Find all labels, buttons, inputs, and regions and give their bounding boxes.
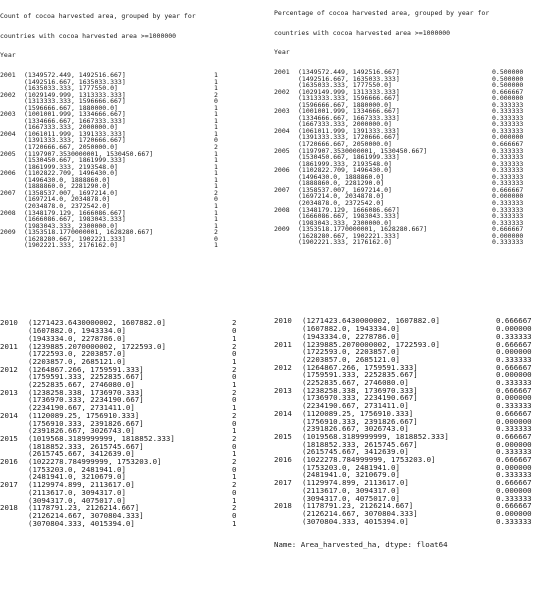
interval-label: (1061011.999, 1391333.333] [298,126,400,135]
interval-label: (1722593.0, 2203857.0] [28,349,126,359]
interval-label: (1628280.667, 1902221.333] [298,231,400,240]
value-cell: 2 [232,457,237,467]
value-cell: 0.333333 [492,146,524,155]
value-cell: 1 [214,149,218,158]
value-cell: 0 [232,372,237,382]
value-cell: 2 [232,503,237,513]
value-cell: 0.333333 [492,179,524,188]
value-cell: 1 [214,84,218,93]
interval-label: (1530450.667, 1861999.333] [24,156,126,165]
value-cell: 0.666667 [492,225,524,234]
interval-label: (1197907.3530000001, 1530450.667] [298,146,428,155]
interval-label: (2234190.667, 2731411.0] [28,403,135,413]
year-label: 2002 [274,87,290,96]
value-cell: 1 [214,123,218,132]
value-cell: 0.500000 [492,81,524,90]
series-rows [0,319,266,527]
value-cell: 0.333333 [492,198,524,207]
year-label [0,350,28,358]
series-rows [274,69,540,246]
interval-label: (3094317.0, 4075017.0] [302,493,400,503]
value-cell: 2 [232,387,237,397]
year-label: 2013 [274,385,292,395]
value-cell: 1 [214,169,218,178]
interval-label: (2234190.667, 2731411.0] [302,401,409,411]
interval-label: (1022278.784999999, 1753203.0] [28,457,162,467]
year-label [0,489,28,497]
value-cell: 0.333333 [492,205,524,214]
value-cell: 0.666667 [496,408,532,418]
interval-label: (1628280.667, 1902221.333] [24,234,126,243]
interval-label: (1129974.899, 2113617.0] [302,478,409,488]
interval-label: (1902221.333, 2176162.0] [298,238,392,247]
value-cell: 0.333333 [492,153,524,162]
value-cell: 2 [214,143,218,152]
value-cell: 1 [214,215,218,224]
count-output-top [0,0,264,300]
value-cell: 0 [214,97,218,106]
interval-label: (1736970.333, 2234190.667] [302,393,418,403]
year-label: 2009 [0,228,16,237]
value-cell: 1 [214,162,218,171]
value-cell: 0.000000 [496,439,532,449]
interval-label: (1313333.333, 1596666.667] [298,94,400,103]
value-cell: 0 [214,136,218,145]
interval-label: (1596666.667, 1880000.0] [24,103,118,112]
value-cell: 0.000000 [496,370,532,380]
interval-label: (1029149.999, 1313333.333] [24,90,126,99]
value-cell: 0.000000 [496,485,532,495]
year-label: 2017 [0,480,18,490]
year-label: 2001 [0,71,16,80]
value-cell: 0.333333 [492,126,524,135]
interval-label: (1736970.333, 2234190.667] [28,395,144,405]
value-cell: 1 [214,77,218,86]
year-label [0,466,28,474]
year-label [274,510,302,518]
value-cell: 2 [214,90,218,99]
interval-label: (2203857.0, 2685121.0] [302,354,400,364]
year-label: 2001 [274,68,290,77]
interval-label: (1271423.6430000002, 1607882.0] [28,318,166,328]
value-cell: 0 [214,234,218,243]
interval-label: (2203857.0, 2685121.0] [28,356,126,366]
interval-label: (1492516.667, 1635033.333] [24,77,126,86]
interval-label: (2391826.667, 3026743.0] [28,426,135,436]
interval-label: (2113617.0, 3094317.0] [302,485,400,495]
year-label [274,394,302,402]
interval-label: (1120089.25, 1756910.333] [302,408,414,418]
interval-label: (1596666.667, 1880000.0] [298,100,392,109]
year-label [274,418,302,426]
value-cell: 1 [214,208,218,217]
value-cell: 0.500000 [492,68,524,77]
value-cell: 0.333333 [492,172,524,181]
year-label: 2008 [0,208,16,217]
output-title-line: countries with cocoa harvested area >=1000000 [0,31,177,40]
year-label: 2005 [0,149,16,158]
value-cell: 0.666667 [496,362,532,372]
year-label: 2016 [274,455,292,465]
interval-label: (1861999.333, 2193548.0] [298,159,392,168]
output-title-line: Count of cocoa harvested area, grouped by year for [0,12,196,21]
value-cell: 0.333333 [492,100,524,109]
interval-label: (2481941.0, 3210679.0] [28,472,126,482]
interval-label: (1239885.2070000002, 1722593.0] [302,339,440,349]
interval-label: (2481941.0, 3210679.0] [302,470,400,480]
interval-label: (1753203.0, 2481941.0] [28,464,126,474]
interval-label: (1492516.667, 1635033.333] [298,74,400,83]
series-rows [274,317,540,525]
value-cell: 0.666667 [496,385,532,395]
interval-label: (1943334.0, 2278786.0] [28,333,126,343]
value-cell: 1 [214,103,218,112]
interval-label: (1022278.784999999, 1753203.0] [302,455,436,465]
value-cell: 1 [214,241,218,250]
interval-label: (1238258.338, 1736970.333] [28,387,144,397]
interval-label: (1667333.333, 2000000.0] [298,120,392,129]
interval-label: (3070804.333, 4015394.0] [28,518,135,528]
value-cell: 0.333333 [496,424,532,434]
value-cell: 0.333333 [492,113,524,122]
interval-label: (1635033.333, 1777550.0] [298,81,392,90]
value-cell: 1 [214,175,218,184]
year-label: 2016 [0,457,18,467]
interval-label: (1019568.3189999999, 1818852.333] [302,431,449,441]
interval-label: (1983043.333, 2300000.0] [24,221,118,230]
interval-label: (2034878.0, 2372542.0] [24,201,111,210]
interval-label: (2113617.0, 3094317.0] [28,487,126,497]
value-cell: 0.000000 [496,324,532,334]
interval-label: (1666086.667, 1983043.333] [24,215,126,224]
value-cell: 1 [214,116,218,125]
interval-label: (1353518.1770000001, 1628280.667] [298,225,428,234]
percentage-output-top [274,0,540,300]
year-label: 2003 [274,107,290,116]
series-rows [0,72,264,249]
interval-label: (1888860.0, 2281290.0] [24,182,111,191]
value-cell: 0 [232,395,237,405]
value-cell: 0 [232,487,237,497]
value-cell: 0 [232,418,237,428]
interval-label: (1334666.667, 1667333.333] [298,113,400,122]
interval-label: (1271423.6430000002, 1607882.0] [302,316,440,326]
interval-label: (2615745.667, 3412639.0] [302,447,409,457]
year-label [0,520,28,528]
output-title-line: countries with cocoa harvested area >=1000000 [274,28,451,37]
interval-label: (1697214.0, 2034878.0] [24,195,111,204]
year-label: 2002 [0,90,16,99]
interval-label: (1756910.333, 2391826.667] [28,418,144,428]
interval-label: (1348179.129, 1666086.667] [24,208,126,217]
year-label [0,373,28,381]
year-label: 2004 [274,126,290,135]
interval-label: (1818852.333, 2615745.667] [302,439,418,449]
value-cell: 0.333333 [496,470,532,480]
interval-label: (1264867.266, 1759591.333] [302,362,418,372]
value-cell: 0.333333 [492,218,524,227]
year-label: 2018 [274,501,292,511]
interval-label: (1720666.667, 2050000.0] [24,143,118,152]
value-cell: 1 [214,182,218,191]
interval-label: (1607882.0, 1943334.0] [28,326,126,336]
value-cell: 1 [232,403,237,413]
interval-label: (2126214.667, 3070804.333] [28,510,144,520]
interval-label: (1238258.338, 1736970.333] [302,385,418,395]
interval-label: (1607882.0, 1943334.0] [302,324,400,334]
value-cell: 0.666667 [492,87,524,96]
index-label: Year [0,51,16,60]
interval-label: (1759591.333, 2252835.667] [302,370,418,380]
interval-label: (1722593.0, 2203857.0] [302,347,400,357]
value-cell: 0 [232,464,237,474]
interval-label: (1530450.667, 1861999.333] [298,153,400,162]
series-footer: Name: Area_harvested_ha, dtype: float64 [274,539,448,549]
interval-label: (1001001.999, 1334666.667] [298,107,400,116]
value-cell: 1 [232,426,237,436]
year-label: 2006 [274,166,290,175]
year-label: 2007 [274,185,290,194]
interval-label: (1019568.3189999999, 1818852.333] [28,433,175,443]
value-cell: 0.333333 [492,166,524,175]
year-label [274,518,302,526]
interval-label: (1720666.667, 2050000.0] [298,140,392,149]
value-cell: 0.666667 [496,455,532,465]
value-cell: 1 [232,495,237,505]
interval-label: (1348179.129, 1666086.667] [298,205,400,214]
value-cell: 2 [214,188,218,197]
value-cell: 2 [232,341,237,351]
year-label [0,443,28,451]
interval-label: (1888860.0, 2281290.0] [298,179,385,188]
interval-label: (1129974.899, 2113617.0] [28,480,135,490]
value-cell: 2 [232,410,237,420]
interval-label: (1264867.266, 1759591.333] [28,364,144,374]
output-title-line: Percentage of cocoa harvested area, grouped by year for [274,9,490,18]
year-label: 2013 [0,387,18,397]
value-cell: 0.666667 [496,478,532,488]
value-cell: 0.333333 [496,516,532,526]
value-cell: 0 [232,441,237,451]
year-label [0,242,24,249]
interval-label: (1102822.709, 1496430.0] [24,169,118,178]
year-label: 2015 [0,433,18,443]
interval-label: (1496430.0, 1888860.0] [298,172,385,181]
value-cell: 0.333333 [492,238,524,247]
series-row [274,518,540,526]
interval-label: (1061011.999, 1391333.333] [24,129,126,138]
value-cell: 0.000000 [496,393,532,403]
value-cell: 0 [232,510,237,520]
interval-label: (1391333.333, 1720666.667] [24,136,126,145]
year-label: 2008 [274,205,290,214]
value-cell: 0.000000 [492,231,524,240]
interval-label: (1313333.333, 1596666.667] [24,97,126,106]
interval-label: (1334666.667, 1667333.333] [24,116,126,125]
year-label: 2006 [0,169,16,178]
value-cell: 0.333333 [496,354,532,364]
value-cell: 0.666667 [496,316,532,326]
year-label: 2004 [0,129,16,138]
interval-label: (2252835.667, 2746080.0] [28,380,135,390]
year-label: 2018 [0,503,18,513]
value-cell: 0.333333 [492,120,524,129]
year-label: 2017 [274,478,292,488]
interval-label: (1353518.1770000001, 1628280.667] [24,228,154,237]
percentage-output-bottom [274,302,540,596]
value-cell: 1 [232,380,237,390]
value-cell: 1 [214,221,218,230]
interval-label: (1983043.333, 2300000.0] [298,218,392,227]
value-cell: 0.666667 [496,431,532,441]
year-label: 2010 [0,318,18,328]
year-label [274,239,298,246]
year-label [274,487,302,495]
value-cell: 0.000000 [496,347,532,357]
value-cell: 1 [214,129,218,138]
value-cell: 0.000000 [492,94,524,103]
value-cell: 1 [214,110,218,119]
interval-label: (1102822.709, 1496430.0] [298,166,392,175]
value-cell: 0 [232,349,237,359]
interval-label: (1943334.0, 2278786.0] [302,331,400,341]
interval-label: (1697214.0, 2034878.0] [298,192,385,201]
year-label: 2011 [274,339,292,349]
interval-label: (2252835.667, 2746080.0] [302,378,409,388]
index-label: Year [274,48,290,57]
interval-label: (1178791.23, 2126214.667] [302,501,414,511]
interval-label: (2615745.667, 3412639.0] [28,449,135,459]
interval-label: (3070804.333, 4015394.0] [302,516,409,526]
year-label [274,325,302,333]
value-cell: 2 [232,480,237,490]
value-cell: 0.333333 [492,107,524,116]
value-cell: 0.333333 [496,378,532,388]
year-label [274,464,302,472]
interval-label: (1197907.3530000001, 1530450.667] [24,149,154,158]
year-label: 2010 [274,316,292,326]
value-cell: 0.333333 [492,159,524,168]
year-label: 2005 [274,146,290,155]
value-cell: 1 [232,333,237,343]
value-cell: 0.333333 [496,447,532,457]
interval-label: (2034878.0, 2372542.0] [298,198,385,207]
interval-label: (1635033.333, 1777550.0] [24,84,118,93]
value-cell: 0.000000 [496,416,532,426]
interval-label: (1349572.449, 1492516.667] [298,68,400,77]
value-cell: 0.000000 [492,133,524,142]
year-label [0,420,28,428]
value-cell: 0.333333 [496,401,532,411]
value-cell: 0.333333 [492,212,524,221]
interval-label: (1001001.999, 1334666.667] [24,110,126,119]
count-output-bottom [0,304,266,596]
year-label: 2009 [274,225,290,234]
year-label [0,512,28,520]
interval-label: (1759591.333, 2252835.667] [28,372,144,382]
series-row [0,520,266,528]
interval-label: (3094317.0, 4075017.0] [28,495,126,505]
value-cell: 0 [232,326,237,336]
value-cell: 1 [232,449,237,459]
value-cell: 0.000000 [496,462,532,472]
year-label: 2012 [274,362,292,372]
series-row [274,239,540,246]
value-cell: 0.666667 [492,140,524,149]
value-cell: 2 [214,228,218,237]
year-label [274,348,302,356]
value-cell: 0.000000 [492,192,524,201]
value-cell: 0.666667 [496,339,532,349]
interval-label: (1178791.23, 2126214.667] [28,503,140,513]
value-cell: 0.666667 [492,185,524,194]
interval-label: (1358537.007, 1697214.0] [24,188,118,197]
interval-label: (1029149.999, 1313333.333] [298,87,400,96]
value-cell: 0.500000 [492,74,524,83]
interval-label: (1120089.25, 1756910.333] [28,410,140,420]
interval-label: (1349572.449, 1492516.667] [24,71,126,80]
year-label: 2015 [274,431,292,441]
value-cell: 1 [214,156,218,165]
value-cell: 1 [214,201,218,210]
value-cell: 2 [232,433,237,443]
value-cell: 0.333333 [496,493,532,503]
value-cell: 2 [232,318,237,328]
year-label [0,327,28,335]
year-label [274,371,302,379]
interval-label: (1861999.333, 2193548.0] [24,162,118,171]
value-cell: 1 [214,71,218,80]
interval-label: (1756910.333, 2391826.667] [302,416,418,426]
year-label [274,441,302,449]
value-cell: 0.666667 [496,501,532,511]
interval-label: (1496430.0, 1888860.0] [24,175,111,184]
year-label: 2012 [0,364,18,374]
interval-label: (1753203.0, 2481941.0] [302,462,400,472]
interval-label: (1666086.667, 1983043.333] [298,212,400,221]
year-label: 2014 [274,408,292,418]
year-label: 2011 [0,341,18,351]
interval-label: (1667333.333, 2000000.0] [24,123,118,132]
value-cell: 2 [232,364,237,374]
year-label: 2007 [0,188,16,197]
interval-label: (1239885.2070000002, 1722593.0] [28,341,166,351]
year-label: 2003 [0,110,16,119]
interval-label: (1391333.333, 1720666.667] [298,133,400,142]
value-cell: 1 [232,518,237,528]
interval-label: (1818852.333, 2615745.667] [28,441,144,451]
interval-label: (2126214.667, 3070804.333] [302,508,418,518]
year-label [0,396,28,404]
value-cell: 1 [232,356,237,366]
interval-label: (2391826.667, 3026743.0] [302,424,409,434]
year-label: 2014 [0,410,18,420]
value-cell: 0 [214,195,218,204]
interval-label: (1358537.007, 1697214.0] [298,185,392,194]
value-cell: 1 [232,472,237,482]
interval-label: (1902221.333, 2176162.0] [24,241,118,250]
value-cell: 0.000000 [496,508,532,518]
series-row [0,242,264,249]
value-cell: 0.333333 [496,331,532,341]
